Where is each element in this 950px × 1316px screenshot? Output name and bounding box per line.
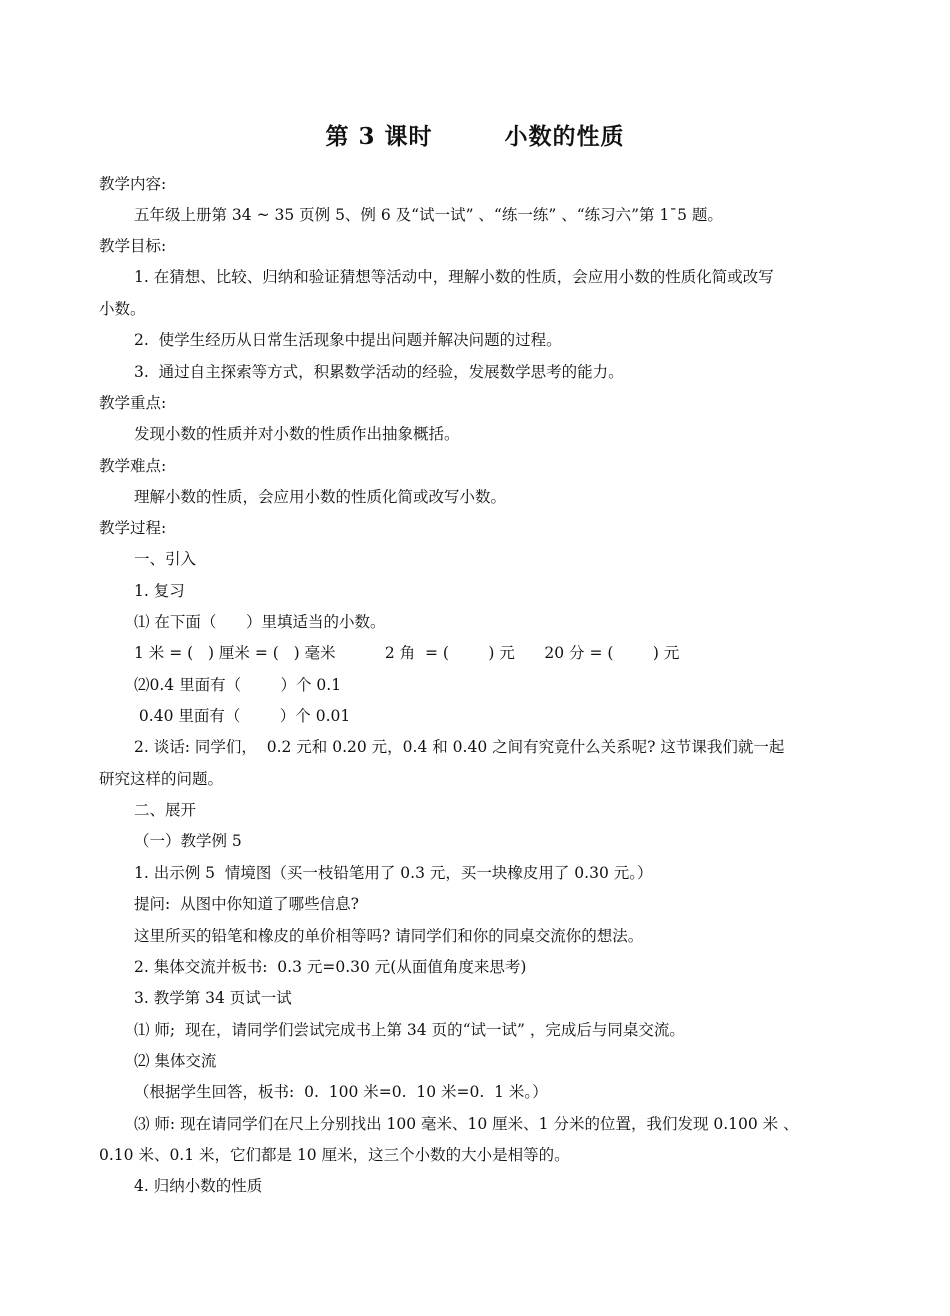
paragraph-line: （一）教学例 5 — [134, 832, 242, 850]
section-heading-difficulties: 教学难点: — [99, 457, 167, 475]
paragraph-line: 2. 集体交流并板书: 0.3 元=0.30 元(从面值角度来思考) — [134, 958, 527, 976]
paragraph-line: 小数。 — [99, 300, 146, 318]
paragraph-line: 研究这样的问题。 — [99, 770, 224, 788]
paragraph-line: 3. 教学第 34 页试一试 — [134, 989, 292, 1007]
paragraph-line: 二、展开 — [134, 801, 197, 819]
paragraph-line: ⑵0.4 里面有（ ）个 0.1 — [134, 676, 342, 694]
section-heading-key-points: 教学重点: — [99, 394, 167, 412]
paragraph-line: 0.40 里面有（ ）个 0.01 — [134, 707, 351, 725]
paragraph-line: ⑵ 集体交流 — [134, 1052, 217, 1070]
paragraph-line: 一、引入 — [134, 550, 197, 568]
paragraph-line: ⑴ 师; 现在，请同学们尝试完成书上第 34 页的“试一试” ，完成后与同桌交流。 — [134, 1021, 685, 1039]
paragraph-line: 这里所买的铅笔和橡皮的单价相等吗? 请同学们和你的同桌交流你的想法。 — [134, 927, 644, 945]
section-heading-content: 教学内容: — [99, 175, 167, 193]
paragraph-line: 1. 在猜想、比较、归纳和验证猜想等活动中，理解小数的性质，会应用小数的性质化简或改写 — [134, 268, 774, 286]
paragraph-line: 2. 谈话: 同学们， 0.2 元和 0.20 元，0.4 和 0.40 之间有究竟什么关系呢? 这节课我们就一起 — [134, 738, 785, 756]
paragraph-line: 1. 复习 — [134, 582, 185, 600]
paragraph-line: 发现小数的性质并对小数的性质作出抽象概括。 — [134, 425, 460, 443]
paragraph-line: 提问: 从图中你知道了哪些信息? — [134, 895, 359, 913]
paragraph-line: （根据学生回答，板书: 0. 100 米=0. 10 米=0. 1 米。） — [134, 1083, 548, 1101]
paragraph-line: 1 米 = ( ) 厘米 = ( ) 毫米 2 角 = ( ) 元 20 分 = ( ) 元 — [134, 644, 680, 662]
paragraph-line: 2. 使学生经历从日常生活现象中提出问题并解决问题的过程。 — [134, 331, 562, 349]
paragraph-line: 3. 通过自主探索等方式，积累数学活动的经验，发展数学思考的能力。 — [134, 363, 624, 381]
section-heading-objectives: 教学目标: — [99, 237, 167, 255]
paragraph-line: 理解小数的性质，会应用小数的性质化简或改写小数。 — [134, 488, 507, 506]
section-heading-process: 教学过程: — [99, 519, 167, 537]
paragraph-line: 1. 出示例 5 情境图（买一枝铅笔用了 0.3 元，买一块橡皮用了 0.30 元。） — [134, 864, 653, 882]
paragraph-line: ⑶ 师: 现在请同学们在尺上分别找出 100 毫米、10 厘米、1 分米的位置，我们发现 0.100 米 、 — [134, 1115, 799, 1133]
paragraph-line: ⑴ 在下面（ ）里填适当的小数。 — [134, 613, 386, 631]
paragraph-line: 五年级上册第 34 ~ 35 页例 5、例 6 及“试一试” 、“练一练” 、“练习六”第 1¯5 题。 — [134, 206, 723, 224]
paragraph-line: 0.10 米、0.1 米，它们都是 10 厘米，这三个小数的大小是相等的。 — [99, 1146, 570, 1164]
document-title: 第 3 课时 小数的性质 — [325, 123, 625, 150]
paragraph-line: 4. 归纳小数的性质 — [134, 1177, 263, 1195]
